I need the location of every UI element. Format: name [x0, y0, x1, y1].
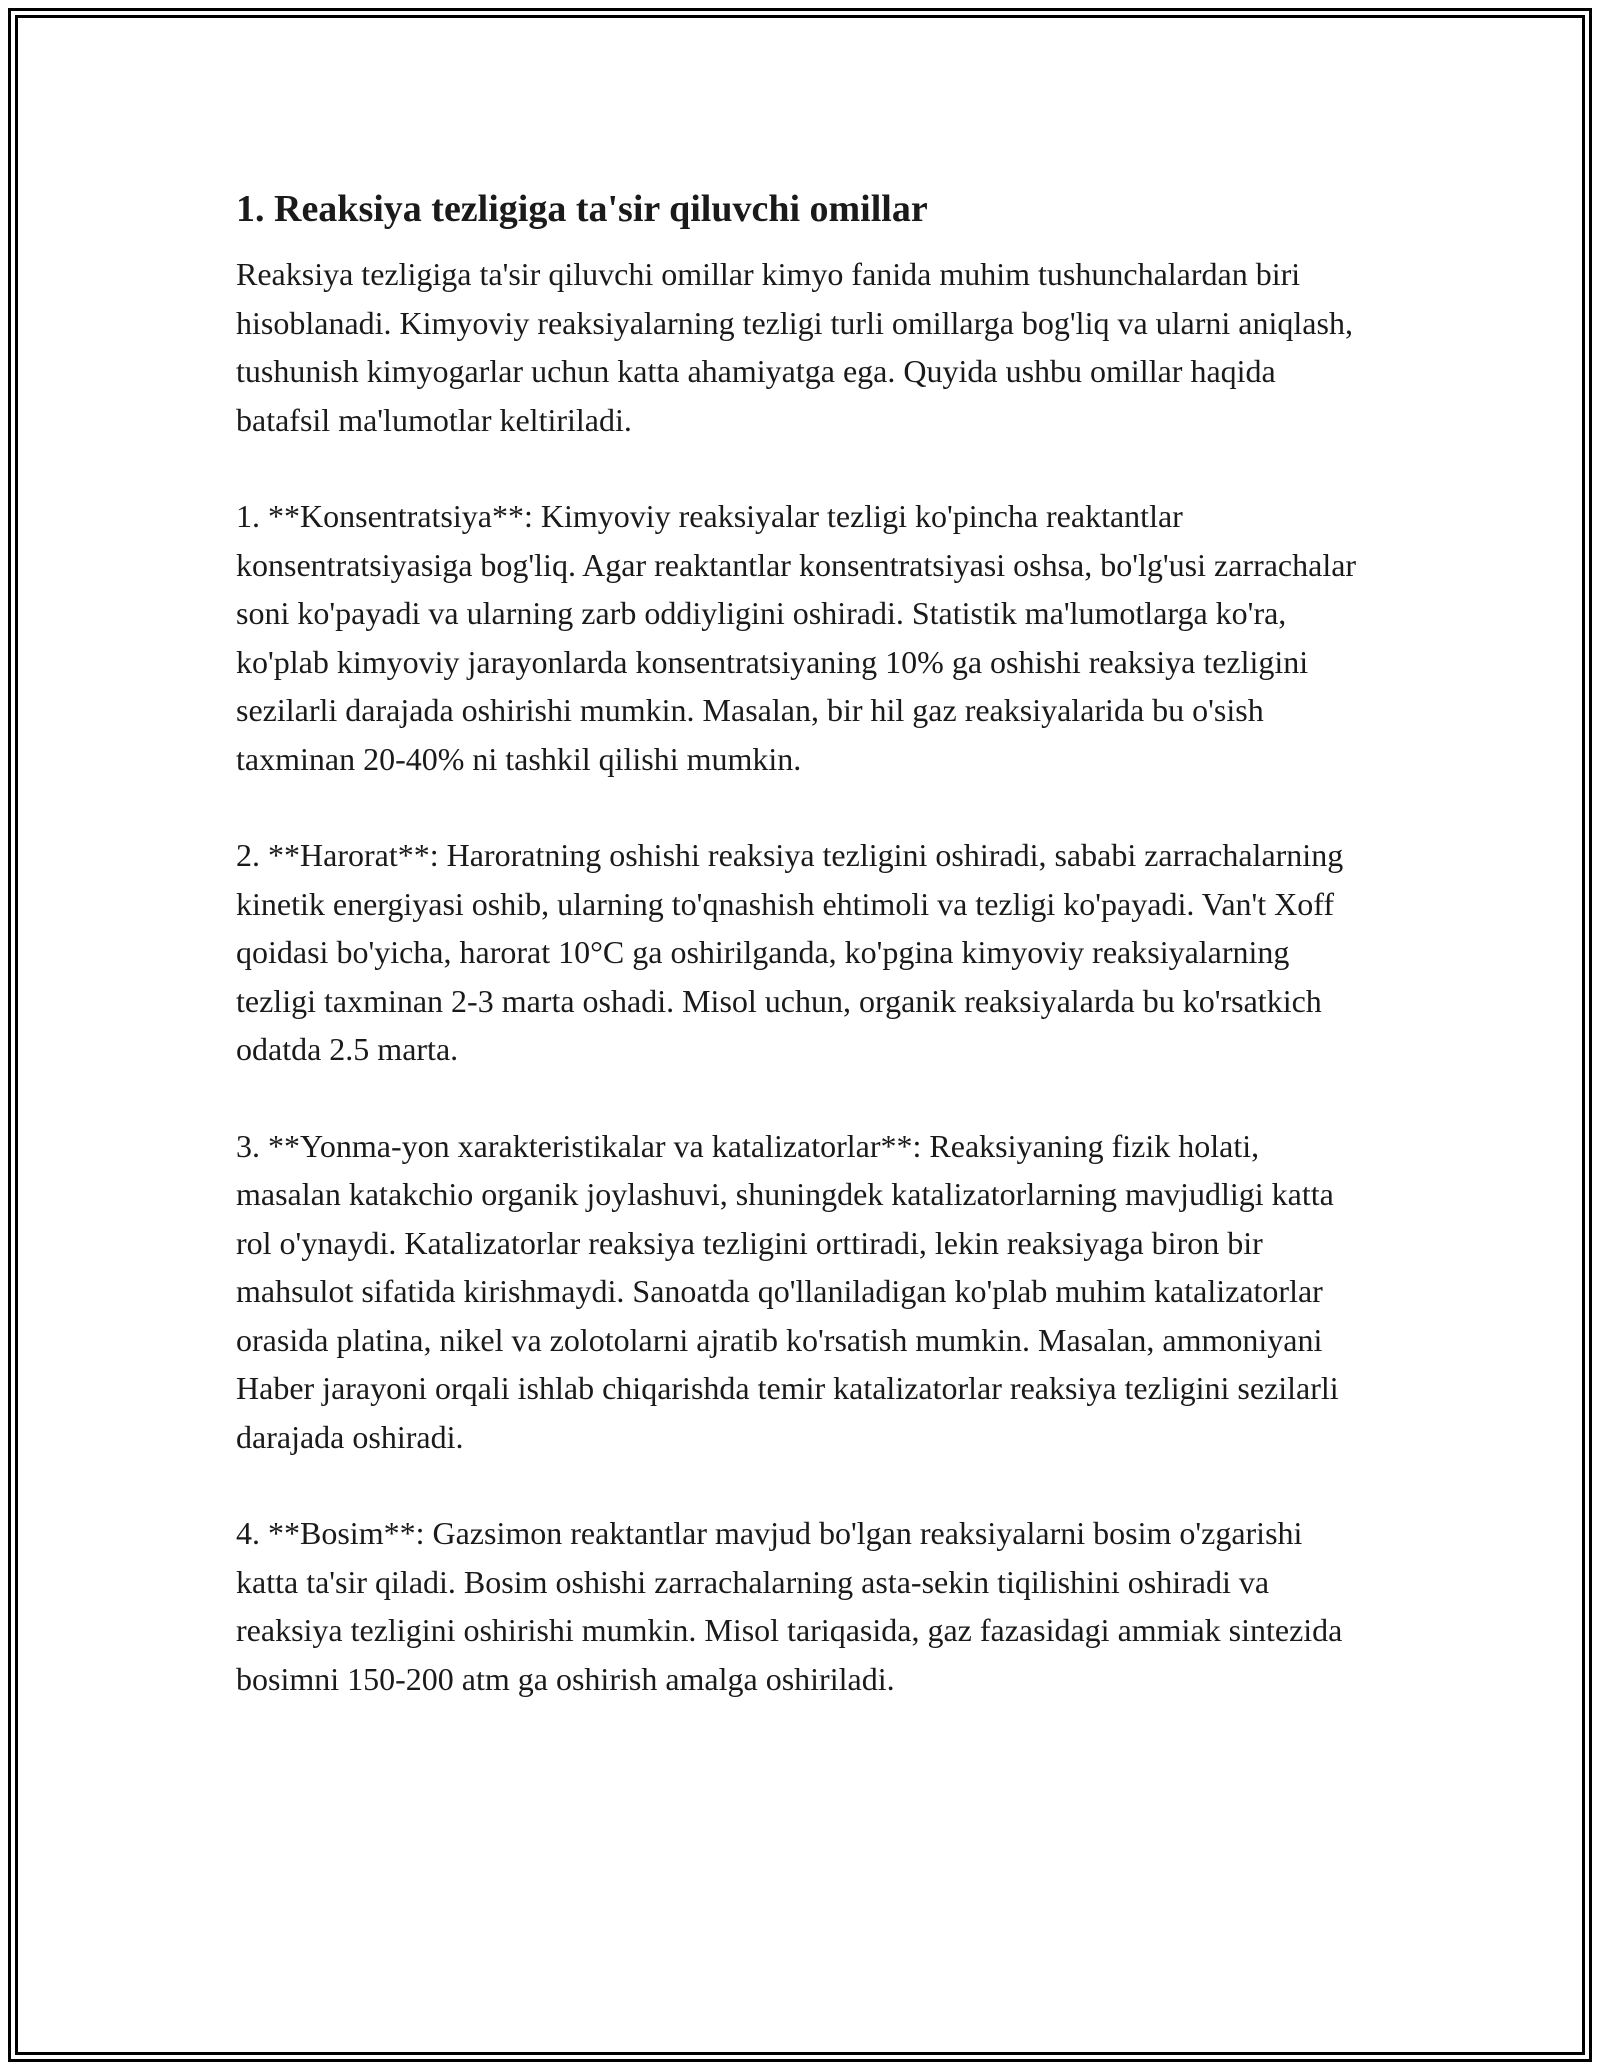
document-body — [236, 186, 1366, 1751]
section-heading: 1. Reaksiya tezligiga ta'sir qiluvchi omillar — [236, 188, 928, 230]
paragraph-concentration: 1. **Konsentratsiya**: Kimyoviy reaksiyalar tezligi ko'pincha reaktantlar konsentratsiyasiga bog'liq. Agar reaktantlar konsentratsiyasi oshsa, bo'lg'usi zarrachalar soni ko'payadi va ularning zarb oddiyligini oshiradi. Statistik ma'lumotlarga ko'ra, ko'plab kimyoviy jarayonlarda konsentratsiyaning 10% ga oshishi reaksiya tezligini sezilarli darajada oshirishi mumkin. Masalan, bir hil gaz reaksiyalarida bu o'sish taxminan 20-40% ni tashkil qilishi mumkin. — [236, 498, 1357, 777]
paragraph-pressure: 4. **Bosim**: Gazsimon reaktantlar mavjud bo'lgan reaksiyalarni bosim o'zgarishi katta ta'sir qiladi. Bosim oshishi zarrachalarning asta-sekin tiqilishini oshiradi va reaksiya tezligini oshirishi mumkin. Misol tariqasida, gaz fazasidagi ammiak sintezida bosimni 150-200 atm ga oshirish amalga oshiriladi. — [236, 1515, 1343, 1697]
paragraph-temperature: 2. **Harorat**: Haroratning oshishi reaksiya tezligini oshiradi, sababi zarrachalarning kinetik energiyasi oshib, ularning to'qnashish ehtimoli va tezligi ko'payadi. Van't Xoff qoidasi bo'yicha, harorat 10°C ga oshirilganda, ko'pgina kimyoviy reaksiyalarning tezligi taxminan 2-3 marta oshadi. Misol uchun, organik reaksiyalarda bu ko'rsatkich odatda 2.5 marta. — [236, 837, 1344, 1067]
intro-paragraph: Reaksiya tezligiga ta'sir qiluvchi omillar kimyo fanida muhim tushunchalardan biri hisoblanadi. Kimyoviy reaksiyalarning tezligi turli omillarga bog'liq va ularni aniqlash, tushunish kimyogarlar uchun katta ahamiyatga ega. Quyida ushbu omillar haqida batafsil ma'lumotlar keltiriladi. — [236, 256, 1353, 438]
paragraph-catalysts: 3. **Yonma-yon xarakteristikalar va katalizatorlar**: Reaksiyaning fizik holati, masalan katakchio organik joylashuvi, shuningdek katalizatorlarning mavjudligi katta rol o'ynaydi. Katalizatorlar reaksiya tezligini orttiradi, lekin reaksiyaga biron bir mahsulot sifatida kirishmaydi. Sanoatda qo'llaniladigan ko'plab muhim katalizatorlar orasida platina, nikel va zolotolarni ajratib ko'rsatish mumkin. Masalan, ammoniyani Haber jarayoni orqali ishlab chiqarishda temir katalizatorlar reaksiya tezligini sezilarli darajada oshiradi. — [236, 1127, 1339, 1455]
